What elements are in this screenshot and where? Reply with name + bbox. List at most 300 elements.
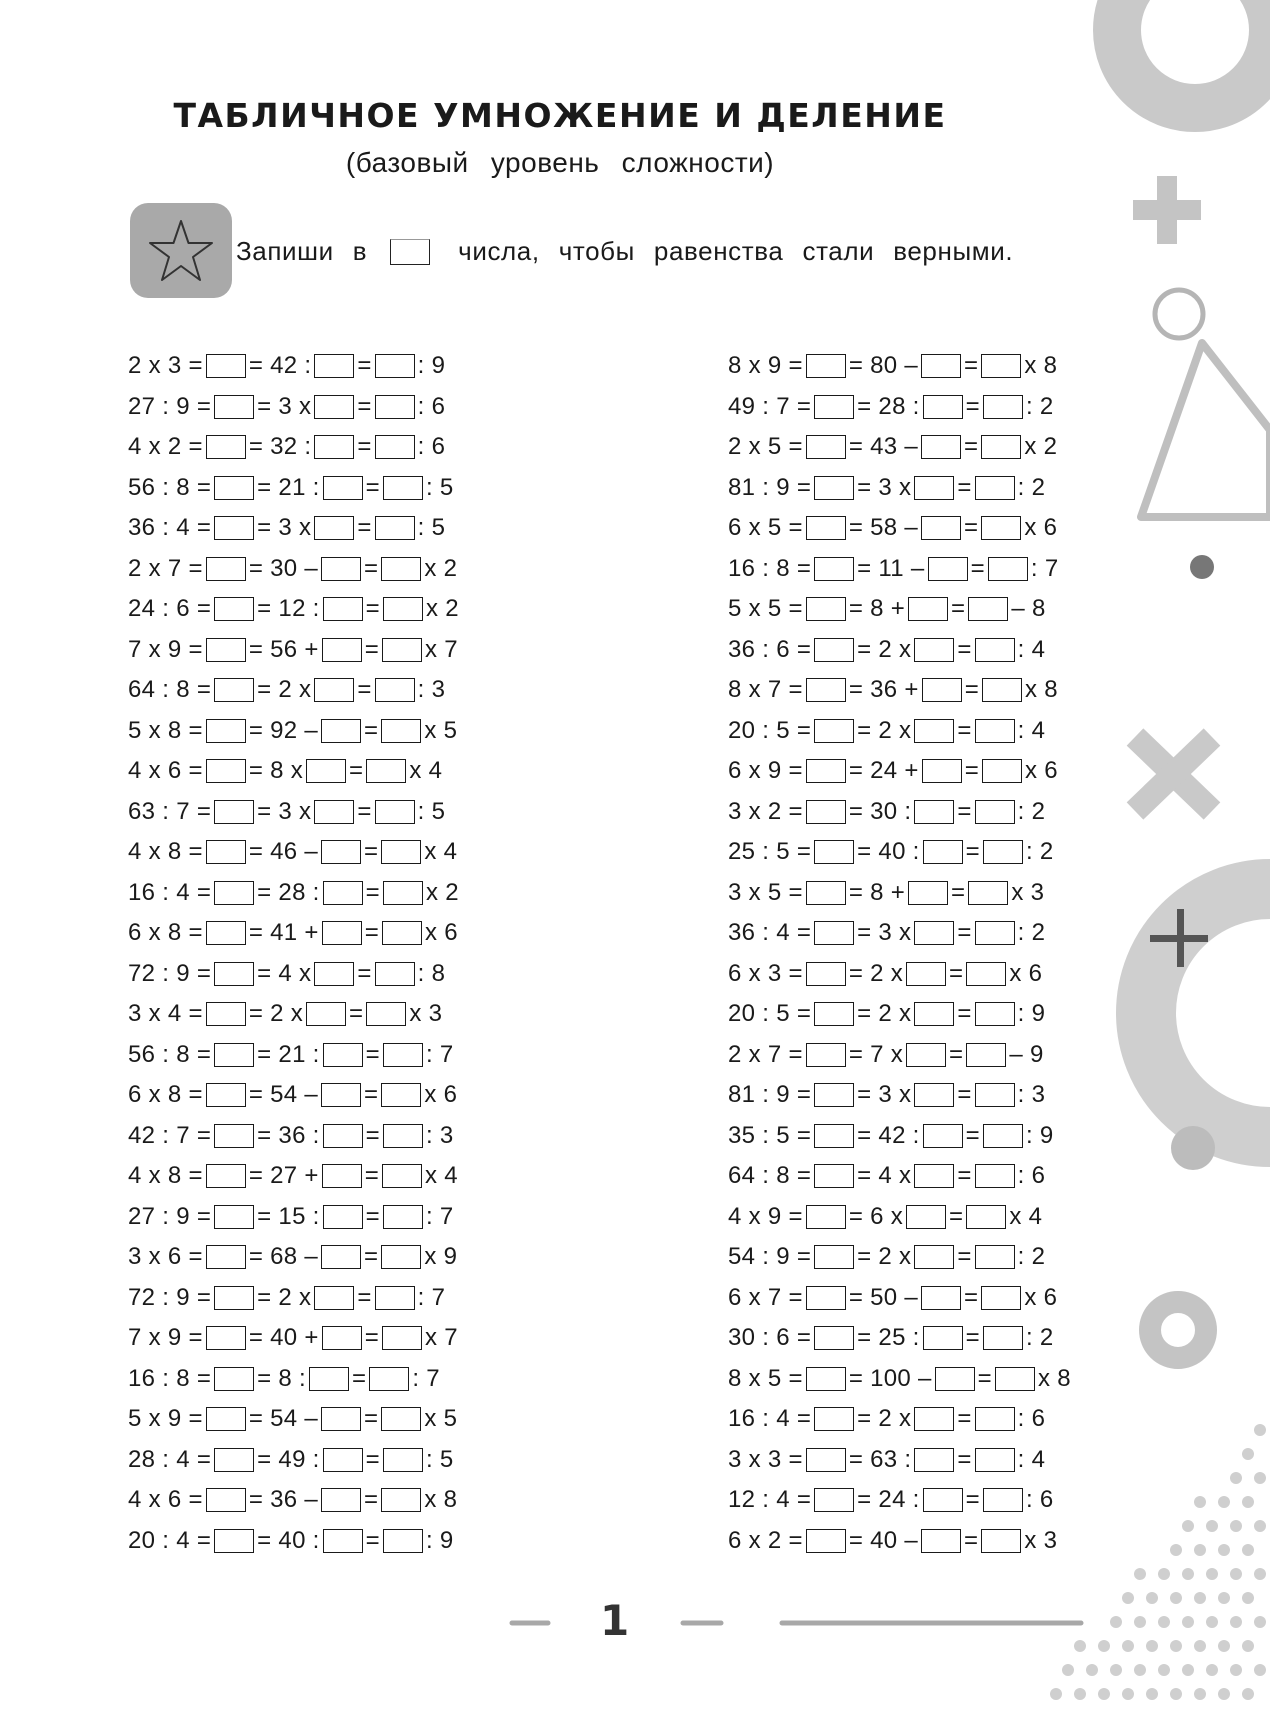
exercise-text: = 6 x — [848, 1202, 904, 1230]
answer-box[interactable] — [383, 1043, 423, 1067]
answer-box[interactable] — [921, 516, 961, 540]
answer-box[interactable] — [806, 1205, 846, 1229]
answer-box[interactable] — [206, 1002, 246, 1026]
exercise-text: = — [365, 1202, 380, 1230]
answer-box[interactable] — [975, 1245, 1015, 1269]
exercise-text: x 6 — [424, 1081, 458, 1109]
exercise-text: = 28 : — [857, 392, 920, 420]
answer-box[interactable] — [383, 1448, 423, 1472]
answer-box[interactable] — [975, 638, 1015, 662]
small-ring-shape — [1155, 290, 1203, 338]
answer-box[interactable] — [206, 557, 246, 581]
exercise-text: = — [364, 1405, 379, 1433]
answer-box[interactable] — [306, 1002, 346, 1026]
exercise-text: = 2 x — [857, 635, 912, 663]
answer-box[interactable] — [206, 1488, 246, 1512]
page-number: 1 — [600, 1596, 630, 1645]
answer-box[interactable] — [382, 1326, 422, 1350]
answer-box[interactable] — [981, 354, 1021, 378]
answer-box[interactable] — [383, 597, 423, 621]
answer-box[interactable] — [381, 719, 421, 743]
pattern-dot — [1146, 1688, 1158, 1700]
exercise-text: 4 x 6 = — [128, 757, 203, 785]
answer-box[interactable] — [206, 1083, 246, 1107]
answer-box[interactable] — [806, 1367, 846, 1391]
answer-box[interactable] — [381, 1083, 421, 1107]
exercises-right-column — [728, 346, 1071, 1561]
answer-box[interactable] — [906, 962, 946, 986]
exercise-text: x 8 — [1038, 1364, 1071, 1392]
answer-box[interactable] — [323, 597, 363, 621]
exercise-text: = 2 x — [257, 676, 312, 704]
exercise-text: = 49 : — [257, 1445, 320, 1473]
cross-shape — [1135, 737, 1212, 811]
answer-box[interactable] — [923, 840, 963, 864]
answer-box[interactable] — [923, 1124, 963, 1148]
answer-box[interactable] — [814, 1326, 854, 1350]
answer-box[interactable] — [381, 1245, 421, 1269]
answer-box[interactable] — [981, 435, 1021, 459]
pattern-dot — [1134, 1568, 1146, 1580]
exercise-text: = — [965, 392, 980, 420]
answer-box[interactable] — [314, 435, 354, 459]
answer-box[interactable] — [314, 395, 354, 419]
answer-box[interactable] — [322, 921, 362, 945]
answer-box[interactable] — [814, 395, 854, 419]
exercise-text: = — [364, 1081, 379, 1109]
exercise-text: 2 x 5 = — [728, 433, 803, 461]
answer-box[interactable] — [975, 1407, 1015, 1431]
answer-box[interactable] — [375, 516, 415, 540]
answer-box[interactable] — [206, 719, 246, 743]
exercise-row — [728, 1399, 1071, 1440]
answer-box[interactable] — [214, 1286, 254, 1310]
exercise-text: = 3 x — [857, 1081, 912, 1109]
exercise-text: = 3 x — [257, 797, 312, 825]
exercise-text: = 63 : — [848, 1445, 912, 1473]
exercise-text: x 4 — [409, 757, 443, 785]
answer-box[interactable] — [383, 1124, 423, 1148]
answer-box[interactable] — [806, 1043, 846, 1067]
answer-box[interactable] — [806, 881, 846, 905]
answer-box[interactable] — [206, 840, 246, 864]
answer-box[interactable] — [923, 1488, 963, 1512]
answer-box[interactable] — [314, 678, 354, 702]
answer-box[interactable] — [321, 1488, 361, 1512]
exercise-text: : 2 — [1017, 919, 1046, 947]
exercise-row — [728, 1440, 1071, 1481]
exercise-text: = 15 : — [257, 1202, 320, 1230]
exercise-text: = 7 x — [848, 1040, 904, 1068]
answer-box[interactable] — [382, 1164, 422, 1188]
answer-box[interactable] — [814, 1407, 854, 1431]
answer-box[interactable] — [206, 1326, 246, 1350]
exercise-text: 2 x 3 = — [128, 352, 203, 380]
answer-box[interactable] — [806, 759, 846, 783]
large-ring-shape — [1146, 889, 1270, 1137]
pattern-dot — [1242, 1592, 1254, 1604]
answer-box[interactable] — [375, 354, 415, 378]
answer-box[interactable] — [908, 881, 948, 905]
answer-box[interactable] — [323, 1205, 363, 1229]
exercise-text: 8 x 5 = — [728, 1364, 803, 1392]
answer-box[interactable] — [381, 1407, 421, 1431]
answer-box[interactable] — [214, 1367, 254, 1391]
answer-box[interactable] — [914, 1083, 954, 1107]
exercise-text: 3 x 2 = — [728, 797, 803, 825]
exercise-row — [128, 1237, 459, 1278]
exercise-text: 56 : 8 = — [128, 1040, 212, 1068]
answer-box[interactable] — [214, 395, 254, 419]
pattern-dot — [1218, 1592, 1230, 1604]
exercise-text: 6 x 8 = — [128, 919, 203, 947]
answer-box[interactable] — [906, 1205, 946, 1229]
answer-box[interactable] — [814, 557, 854, 581]
exercise-text: : 5 — [425, 473, 454, 501]
answer-box[interactable] — [928, 557, 968, 581]
answer-box[interactable] — [975, 800, 1015, 824]
exercise-text: 5 x 5 = — [728, 595, 803, 623]
answer-box[interactable] — [966, 1043, 1006, 1067]
exercise-row — [728, 1197, 1071, 1238]
exercise-text: = 3 x — [857, 919, 912, 947]
answer-box[interactable] — [982, 678, 1022, 702]
answer-box[interactable] — [975, 719, 1015, 743]
answer-box[interactable] — [321, 840, 361, 864]
answer-box[interactable] — [369, 1367, 409, 1391]
exercise-text: = — [949, 1040, 964, 1068]
answer-box[interactable] — [214, 1043, 254, 1067]
answer-box[interactable] — [966, 1205, 1006, 1229]
exercise-text: : 9 — [425, 1526, 454, 1554]
answer-box[interactable] — [214, 476, 254, 500]
pattern-dot — [1194, 1688, 1206, 1700]
answer-box[interactable] — [214, 1448, 254, 1472]
answer-box[interactable] — [914, 1448, 954, 1472]
answer-box[interactable] — [206, 354, 246, 378]
exercise-text: x 6 — [1025, 757, 1058, 785]
exercise-text: : 6 — [417, 433, 446, 461]
answer-box[interactable] — [375, 435, 415, 459]
instruction-word: равенства — [653, 236, 784, 266]
answer-box[interactable] — [806, 597, 846, 621]
exercise-row — [728, 994, 1071, 1035]
exercise-row — [128, 1440, 459, 1481]
answer-box[interactable] — [814, 1245, 854, 1269]
answer-box[interactable] — [321, 719, 361, 743]
answer-box[interactable] — [382, 638, 422, 662]
exercise-text: = — [364, 919, 380, 947]
answer-box[interactable] — [966, 962, 1006, 986]
answer-box[interactable] — [914, 638, 954, 662]
exercise-text: = — [965, 838, 980, 866]
pattern-dot — [1170, 1640, 1182, 1652]
answer-box[interactable] — [806, 1286, 846, 1310]
answer-box[interactable] — [968, 881, 1008, 905]
exercise-row — [128, 873, 459, 914]
answer-box[interactable] — [206, 759, 246, 783]
answer-box[interactable] — [975, 1083, 1015, 1107]
exercise-row — [728, 1237, 1071, 1278]
exercise-row — [128, 427, 459, 468]
exercise-text: : 8 — [417, 959, 446, 987]
exercise-text: x 6 — [1009, 959, 1043, 987]
answer-box[interactable] — [806, 435, 846, 459]
answer-box[interactable] — [206, 638, 246, 662]
answer-box[interactable] — [323, 1529, 363, 1553]
answer-box[interactable] — [814, 921, 854, 945]
answer-box[interactable] — [214, 800, 254, 824]
exercise-row — [128, 346, 459, 387]
exercise-text: x 4 — [425, 1162, 458, 1190]
answer-box[interactable] — [206, 1164, 246, 1188]
answer-box[interactable] — [375, 678, 415, 702]
answer-box[interactable] — [206, 1245, 246, 1269]
answer-box[interactable] — [814, 719, 854, 743]
exercise-text: = — [357, 514, 372, 542]
exercise-text: 4 x 6 = — [128, 1486, 203, 1514]
answer-box[interactable] — [982, 759, 1022, 783]
exercise-text: = — [964, 676, 980, 704]
answer-box[interactable] — [914, 1164, 954, 1188]
exercise-text: = — [964, 757, 980, 785]
answer-box[interactable] — [921, 1286, 961, 1310]
exercise-text: = 11 – — [857, 554, 925, 582]
exercise-text: = — [357, 797, 372, 825]
instruction-word: числа, — [458, 236, 540, 266]
answer-box[interactable] — [983, 1488, 1023, 1512]
answer-box[interactable] — [814, 1164, 854, 1188]
exercise-text: – 8 — [1011, 595, 1046, 623]
exercise-text: = 43 – — [848, 433, 919, 461]
answer-box[interactable] — [323, 476, 363, 500]
answer-box[interactable] — [306, 759, 346, 783]
answer-box[interactable] — [322, 1326, 362, 1350]
answer-box[interactable] — [383, 1205, 423, 1229]
answer-box[interactable] — [214, 881, 254, 905]
pattern-dot — [1242, 1496, 1254, 1508]
answer-box[interactable] — [975, 1002, 1015, 1026]
answer-box[interactable] — [806, 962, 846, 986]
answer-box[interactable] — [814, 476, 854, 500]
exercise-text: 49 : 7 = — [728, 392, 812, 420]
exercise-text: 63 : 7 = — [128, 797, 212, 825]
answer-box[interactable] — [983, 840, 1023, 864]
answer-box[interactable] — [914, 476, 954, 500]
answer-box[interactable] — [914, 1245, 954, 1269]
pattern-dot — [1074, 1640, 1086, 1652]
answer-box[interactable] — [321, 557, 361, 581]
pattern-dot — [1110, 1664, 1122, 1676]
exercise-text: = 40 + — [248, 1324, 319, 1352]
answer-box[interactable] — [935, 1367, 975, 1391]
exercise-text: = — [352, 1364, 367, 1392]
page-title: ТАБЛИЧНОЕ УМНОЖЕНИЕ И ДЕЛЕНИЕ — [173, 96, 947, 135]
answer-box[interactable] — [995, 1367, 1035, 1391]
exercise-text: 7 x 9 = — [128, 1324, 203, 1352]
answer-box[interactable] — [381, 1488, 421, 1512]
exercise-text: = 30 – — [248, 554, 319, 582]
exercise-text: = — [957, 797, 972, 825]
answer-box[interactable] — [214, 1529, 254, 1553]
pattern-dot — [1182, 1568, 1194, 1580]
answer-box[interactable] — [214, 678, 254, 702]
pattern-dot — [1230, 1664, 1242, 1676]
answer-box[interactable] — [375, 395, 415, 419]
answer-box[interactable] — [314, 354, 354, 378]
answer-box[interactable] — [968, 597, 1008, 621]
answer-box[interactable] — [983, 395, 1023, 419]
answer-box[interactable] — [322, 1164, 362, 1188]
exercise-row — [728, 346, 1071, 387]
answer-box[interactable] — [206, 435, 246, 459]
answer-box[interactable] — [914, 921, 954, 945]
exercise-text: = 36 – — [248, 1486, 319, 1514]
answer-box[interactable] — [814, 638, 854, 662]
answer-box[interactable] — [375, 800, 415, 824]
answer-box[interactable] — [981, 1529, 1021, 1553]
answer-box[interactable] — [975, 476, 1015, 500]
exercise-text: = — [970, 554, 985, 582]
pattern-dot — [1050, 1688, 1062, 1700]
answer-box[interactable] — [908, 597, 948, 621]
exercise-text: = — [957, 1000, 972, 1028]
exercise-row — [728, 1156, 1071, 1197]
answer-box[interactable] — [922, 678, 962, 702]
pattern-dot — [1074, 1688, 1086, 1700]
exercise-text: : 7 — [1030, 554, 1059, 582]
answer-box[interactable] — [382, 921, 422, 945]
answer-box[interactable] — [383, 881, 423, 905]
answer-box[interactable] — [323, 881, 363, 905]
exercise-row — [728, 873, 1071, 914]
answer-box[interactable] — [988, 557, 1028, 581]
exercise-row — [728, 1521, 1071, 1562]
exercise-text: 27 : 9 = — [128, 392, 212, 420]
exercise-text: : 5 — [417, 514, 446, 542]
pattern-dot — [1170, 1592, 1182, 1604]
answer-box[interactable] — [981, 1286, 1021, 1310]
exercise-text: = — [951, 878, 966, 906]
answer-box[interactable] — [914, 1002, 954, 1026]
answer-box[interactable] — [921, 435, 961, 459]
answer-box[interactable] — [314, 800, 354, 824]
exercise-text: = 100 – — [848, 1364, 932, 1392]
answer-box[interactable] — [323, 1043, 363, 1067]
answer-box[interactable] — [309, 1367, 349, 1391]
answer-box[interactable] — [914, 800, 954, 824]
answer-box[interactable] — [814, 1083, 854, 1107]
answer-box[interactable] — [206, 921, 246, 945]
exercise-row — [128, 1278, 459, 1319]
answer-box[interactable] — [214, 1205, 254, 1229]
answer-box[interactable] — [366, 1002, 406, 1026]
answer-box[interactable] — [322, 638, 362, 662]
answer-box[interactable] — [321, 1245, 361, 1269]
exercise-row — [728, 670, 1071, 711]
exercise-text: 6 x 2 = — [728, 1526, 803, 1554]
answer-box[interactable] — [814, 1124, 854, 1148]
exercise-text: = — [964, 1526, 979, 1554]
exercise-text: 64 : 8 = — [128, 676, 212, 704]
answer-box[interactable] — [923, 1326, 963, 1350]
answer-box[interactable] — [375, 962, 415, 986]
exercise-text: : 4 — [1017, 1445, 1046, 1473]
answer-box[interactable] — [922, 759, 962, 783]
answer-box[interactable] — [983, 1326, 1023, 1350]
answer-box[interactable] — [806, 800, 846, 824]
answer-box[interactable] — [206, 1407, 246, 1431]
exercise-text: x 4 — [424, 838, 458, 866]
answer-box[interactable] — [214, 1124, 254, 1148]
answer-box[interactable] — [814, 1002, 854, 1026]
answer-box[interactable] — [806, 1448, 846, 1472]
answer-box[interactable] — [814, 840, 854, 864]
answer-box[interactable] — [906, 1043, 946, 1067]
answer-box[interactable] — [214, 516, 254, 540]
answer-box[interactable] — [383, 1529, 423, 1553]
answer-box[interactable] — [323, 1124, 363, 1148]
answer-box[interactable] — [314, 962, 354, 986]
exercise-row — [728, 954, 1071, 995]
instruction-sample-box — [390, 239, 430, 265]
answer-box[interactable] — [381, 557, 421, 581]
answer-box[interactable] — [323, 1448, 363, 1472]
answer-box[interactable] — [806, 1529, 846, 1553]
exercise-text: 16 : 8 = — [128, 1364, 212, 1392]
answer-box[interactable] — [214, 962, 254, 986]
answer-box[interactable] — [975, 921, 1015, 945]
answer-box[interactable] — [975, 1448, 1015, 1472]
answer-box[interactable] — [314, 516, 354, 540]
answer-box[interactable] — [314, 1286, 354, 1310]
answer-box[interactable] — [383, 476, 423, 500]
answer-box[interactable] — [921, 354, 961, 378]
answer-box[interactable] — [321, 1083, 361, 1107]
answer-box[interactable] — [914, 1407, 954, 1431]
answer-box[interactable] — [381, 840, 421, 864]
answer-box[interactable] — [806, 516, 846, 540]
answer-box[interactable] — [375, 1286, 415, 1310]
pattern-dot — [1218, 1496, 1230, 1508]
answer-box[interactable] — [981, 516, 1021, 540]
exercise-text: = 54 – — [248, 1405, 319, 1433]
exercise-text: 28 : 4 = — [128, 1445, 212, 1473]
exercise-text: = 4 x — [857, 1162, 912, 1190]
pattern-dot — [1122, 1592, 1134, 1604]
exercise-text: 12 : 4 = — [728, 1486, 812, 1514]
instruction-word: стали — [802, 236, 875, 266]
answer-box[interactable] — [806, 354, 846, 378]
exercise-text: = — [957, 1405, 972, 1433]
answer-box[interactable] — [923, 395, 963, 419]
exercise-text: : 6 — [417, 392, 446, 420]
answer-box[interactable] — [321, 1407, 361, 1431]
exercise-row — [728, 913, 1071, 954]
answer-box[interactable] — [975, 1164, 1015, 1188]
answer-box[interactable] — [214, 597, 254, 621]
answer-box[interactable] — [814, 1488, 854, 1512]
answer-box[interactable] — [921, 1529, 961, 1553]
exercise-text: 6 x 7 = — [728, 1283, 803, 1311]
answer-box[interactable] — [366, 759, 406, 783]
answer-box[interactable] — [983, 1124, 1023, 1148]
instruction-word: верными. — [893, 236, 1014, 266]
answer-box[interactable] — [806, 678, 846, 702]
answer-box[interactable] — [914, 719, 954, 743]
exercise-text: 35 : 5 = — [728, 1121, 812, 1149]
pattern-dot — [1158, 1664, 1170, 1676]
